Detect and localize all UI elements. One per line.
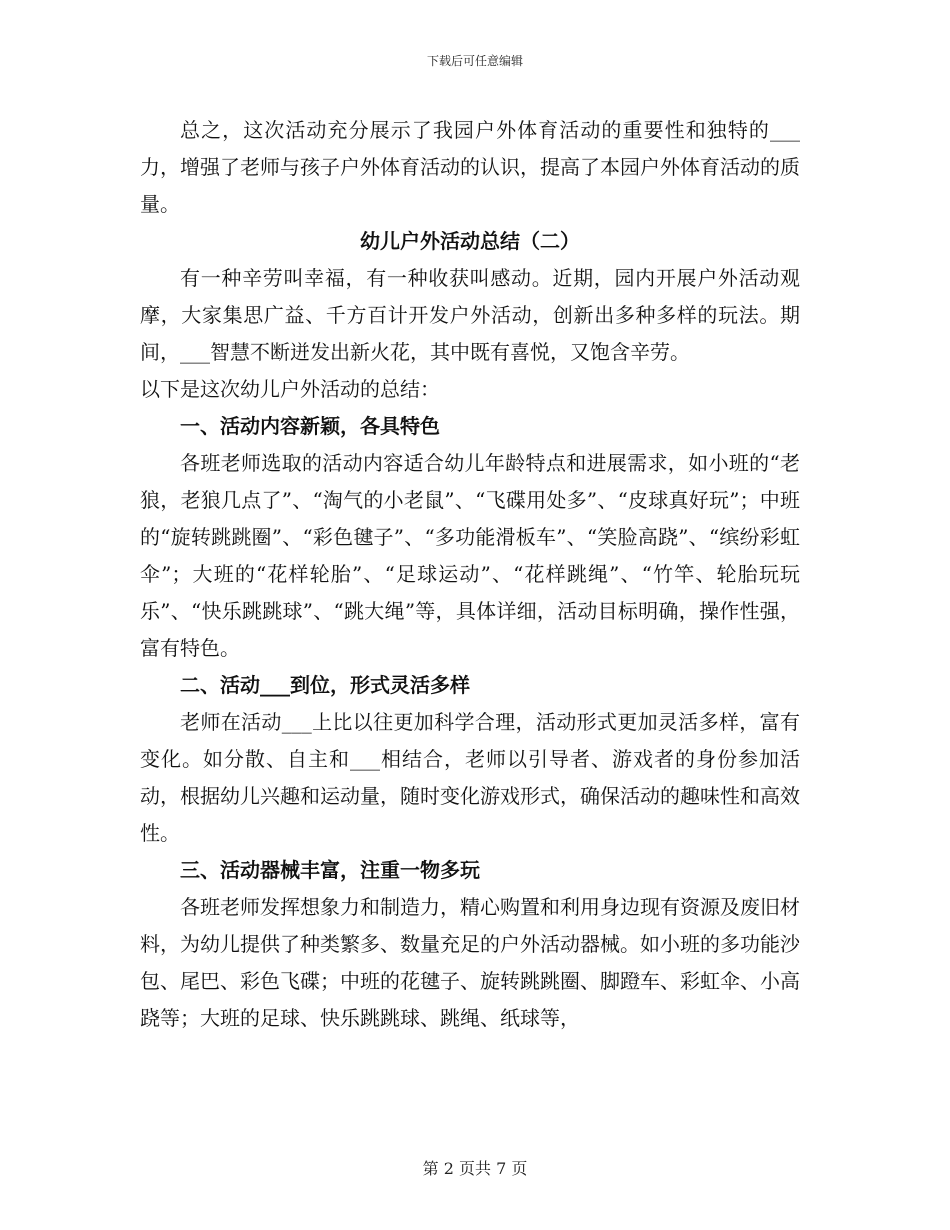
section-heading-1: 一、活动内容新颖，各具特色 [180,414,440,438]
document-body [140,112,800,1037]
opening-summary: 以下是这次幼儿户外活动的总结： [140,377,440,401]
section-body-3: 各班老师发挥想象力和制造力，精心购置和利用身边现有资源及废旧材料，为幼儿提供了种类繁多、数量充足的户外活动器械。如小班的多功能沙包、尾巴、彩色飞碟；中班的花毽子、旋转跳跳圈、脚蹬车、彩虹伞、小高跷等；大班的足球、快乐跳跳球、跳绳、纸球等， [140,895,800,1030]
intro-paragraph: 总之，这次活动充分展示了我园户外体育活动的重要性和独特的___力，增强了老师与孩子户外体育活动的认识，提高了本园户外体育活动的质量。 [140,118,800,216]
section-heading-3: 三、活动器械丰富，注重一物多玩 [180,858,480,882]
section-body-2: 老师在活动___上比以往更加科学合理，活动形式更加灵活多样，富有变化。如分散、自主和___相结合，老师以引导者、游戏者的身份参加活动，根据幼儿兴趣和运动量，随时变化游戏形式，确保活动的趣味性和高效性。 [140,710,800,845]
page-footer: 第 2 页共 7 页 [422,1159,528,1178]
opening-paragraph: 有一种辛劳叫幸福，有一种收获叫感动。近期，园内开展户外活动观摩，大家集思广益、千方百计开发户外活动，创新出多种多样的玩法。期间，___智慧不断迸发出新火花，其中既有喜悦，又饱含辛劳。 [140,266,800,364]
section-heading-2: 二、活动___到位，形式灵活多样 [180,673,470,697]
page-header: 下载后可任意编辑 [426,54,523,68]
section-body-1: 各班老师选取的活动内容适合幼儿年龄特点和进展需求，如小班的“老狼，老狼几点了”、“淘气的小老鼠”、“飞碟用处多”、“皮球真好玩”；中班的“旋转跳跳圈”、“彩色毽子”、“多功能滑板车”、“笑脸高跷”、“缤纷彩虹伞”；大班的“花样轮胎”、“足球运动”、“花样跳绳”、“竹竿、轮胎玩玩乐”、“快乐跳跳球”、“跳大绳”等，具体详细，活动目标明确，操作性强，富有特色。 [140,451,800,660]
document-title: 幼儿户外活动总结（二） [360,229,580,253]
